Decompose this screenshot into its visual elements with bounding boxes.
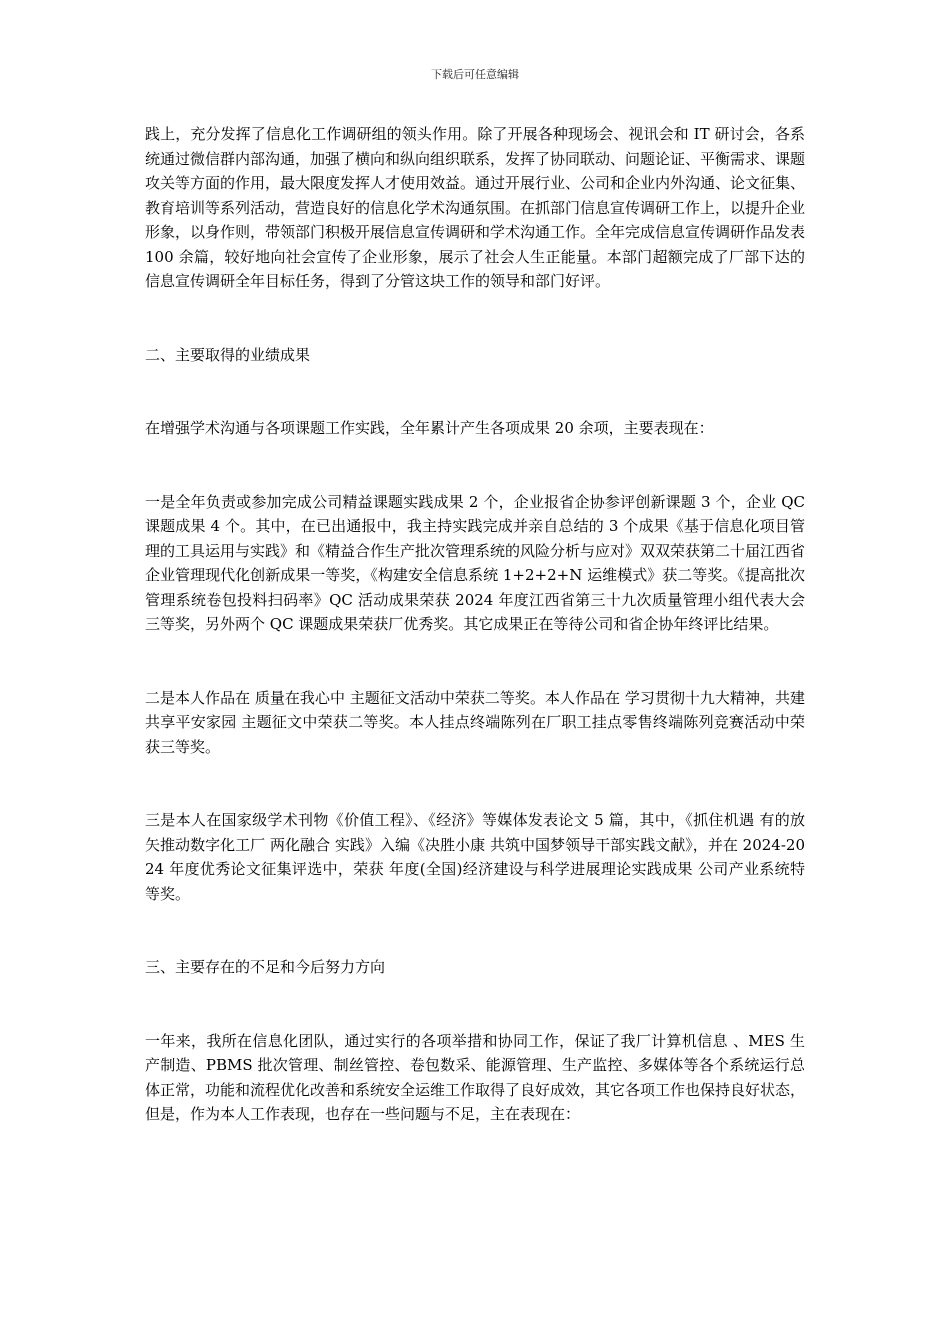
paragraph-shortcomings: 一年来，我所在信息化团队，通过实行的各项举措和协同工作，保证了我厂计算机信息 、MES 生产制造、PBMS 批次管理、制丝管控、卷包数采、能源管理、生产监控、多媒体等各个系统运行总体正常，功能和流程优化改善和系统安全运维工作取得了良好成效，其它各项工作也保持良好状态，但是，作为本人工作表现，也存在一些问题与不足，主在表现在： — [145, 1031, 806, 1123]
section-heading-shortcomings: 三、主要存在的不足和今后努力方向 — [145, 958, 386, 976]
paragraph-achievement-three: 三是本人在国家级学术刊物《价值工程》、《经济》等媒体发表论文 5 篇，其中，《抓住机遇 有的放矢推动数字化工厂 两化融合 实践》入编《决胜小康 共筑中国梦领导干部实践文献》，并在 2024-2024 年度优秀论文征集评选中，荣获 年度(全国)经济建设与科学进展理论实践成果 公司产业系统特等奖。 — [145, 811, 805, 903]
section-heading-achievements: 二、主要取得的业绩成果 — [145, 345, 311, 364]
spacer — [145, 367, 805, 416]
spacer — [145, 294, 805, 343]
page-header-note: 下载后可任意编辑 — [431, 68, 519, 81]
spacer — [145, 906, 805, 955]
paragraph-achievements-summary: 在增强学术沟通与各项课题工作实践，全年累计产生各项成果 20 余项，主要表现在： — [145, 419, 714, 437]
paragraph-intro-continuation: 践上，充分发挥了信息化工作调研组的领头作用。除了开展各种现场会、视讯会和 IT 研讨会，各系统通过微信群内部沟通，加强了横向和纵向组织联系，发挥了协同联动、问题论证、平衡需求、课题攻关等方面的作用，最大限度发挥人才使用效益。通过开展行业、公司和企业内外沟通、论文征集、教育培训等系列活动，营造良好的信息化学术沟通氛围。在抓部门信息宣传调研工作上，以提升企业形象，以身作则，带领部门积极开展信息宣传调研和学术沟通工作。全年完成信息宣传调研作品发表 100 余篇，较好地向社会宣传了企业形象，展示了社会人生正能量。本部门超额完成了厂部下达的信息宣传调研全年目标任务，得到了分管这块工作的领导和部门好评。 — [145, 125, 806, 290]
spacer — [145, 441, 805, 490]
spacer — [145, 637, 805, 686]
paragraph-achievement-two: 二是本人作品在 质量在我心中 主题征文活动中荣获二等奖。本人作品在 学习贯彻十九大精神，共建共享平安家园 主题征文中荣获二等奖。本人挂点终端陈列在厂职工挂点零售终端陈列竞赛活动中荣获三等奖。 — [145, 688, 805, 756]
spacer — [145, 980, 805, 1029]
paragraph-achievement-one: 一是全年负责或参加完成公司精益课题实践成果 2 个，企业报省企协参评创新课题 3 个，企业 QC 课题成果 4 个。其中，在已出通报中，我主持实践完成并亲自总结的 3 个成果《基于信息化项目管理的工具运用与实践》和《精益合作生产批次管理系统的风险分析与应对》双双荣获第二十届江西省企业管理现代化创新成果一等奖，《构建安全信息系统 1+2+2+N 运维模式》获二等奖。《提高批次管理系统卷包投料扫码率》QC 活动成果荣获 2024 年度江西省第三十九次质量管理小组代表大会三等奖，另外两个 QC 课题成果荣获厂优秀奖。其它成果正在等待公司和省企协年终评比结果。 — [145, 492, 806, 633]
spacer — [145, 759, 805, 808]
document-body — [145, 122, 805, 1127]
